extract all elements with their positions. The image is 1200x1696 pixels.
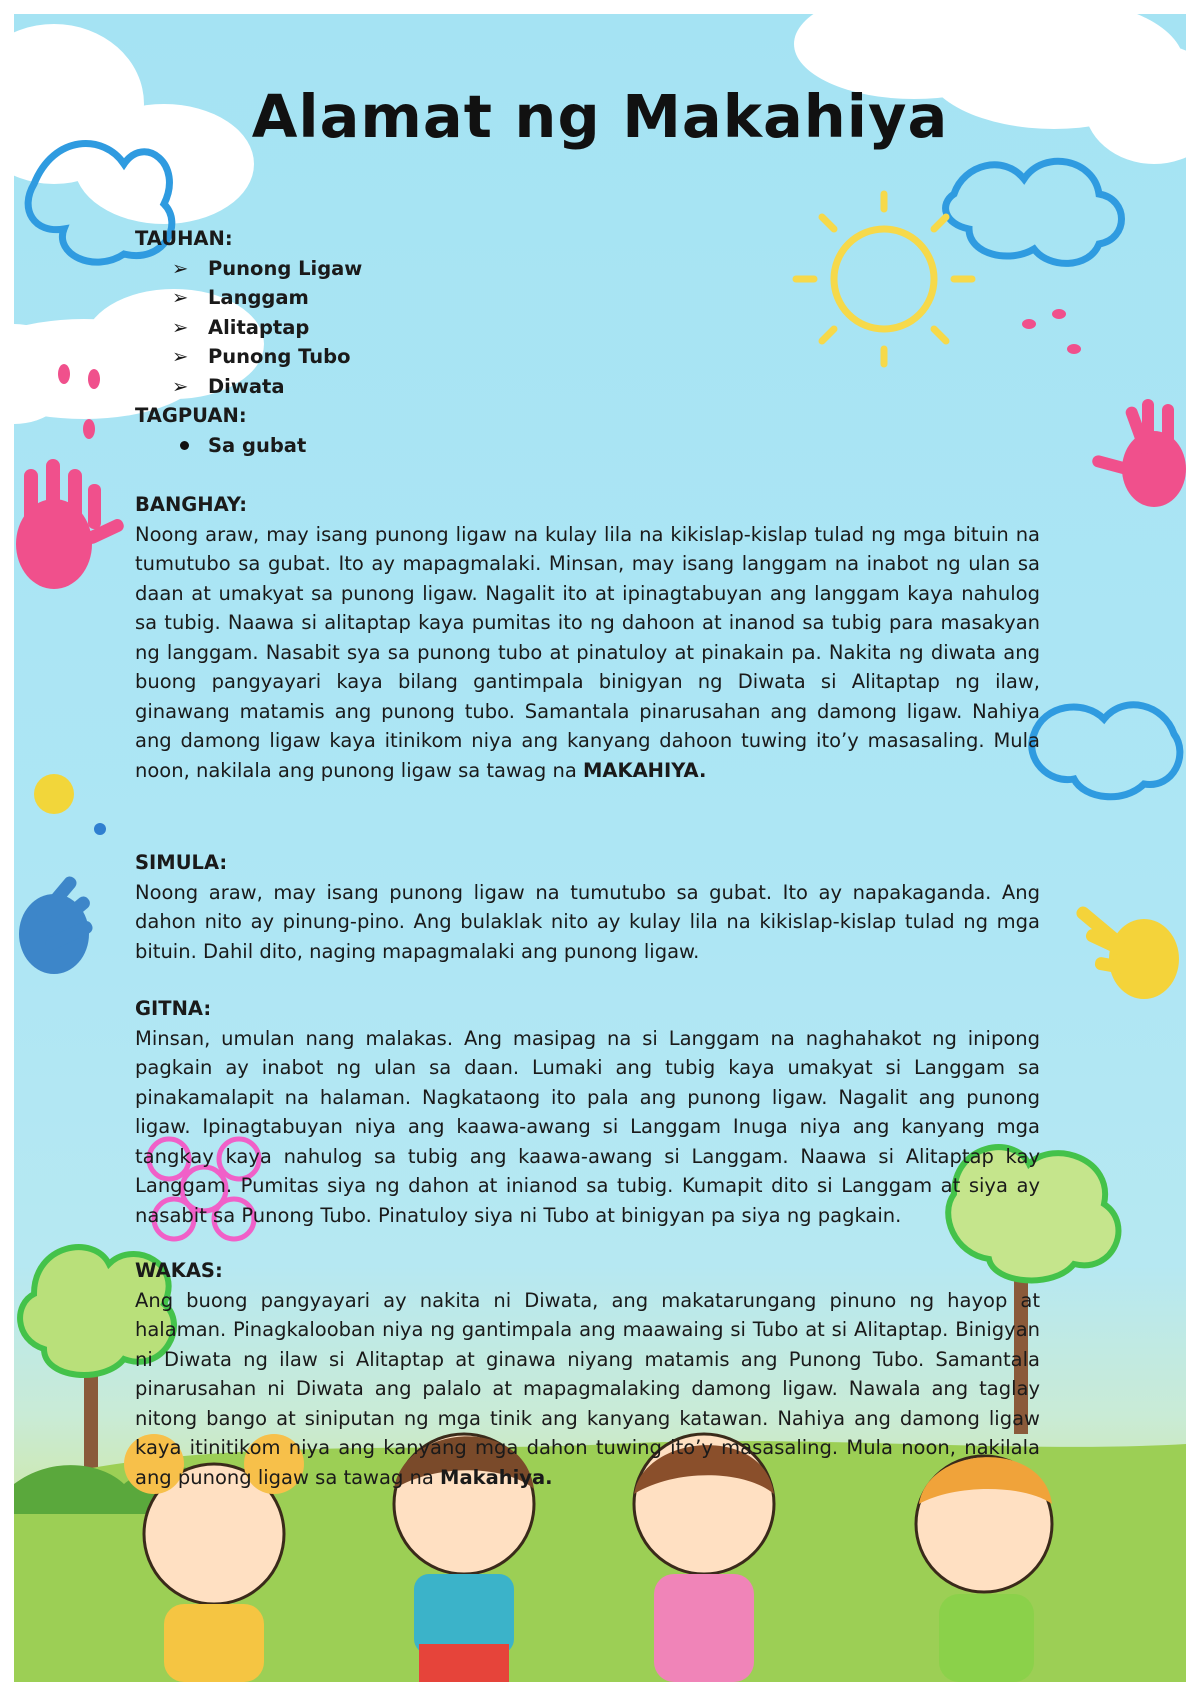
setting-item: Sa gubat (172, 431, 1040, 461)
banghay-emphasis: MAKAHIYA. (582, 758, 707, 782)
simula-section (135, 848, 1040, 966)
tagpuan-label: TAGPUAN: (135, 404, 247, 427)
arrow-bullet-icon: ➢ (172, 256, 189, 280)
arrow-bullet-icon: ➢ (172, 374, 189, 398)
character-item: ➢ Punong Ligaw (172, 254, 1040, 284)
document-title: Alamat ng Makahiya (251, 82, 949, 151)
dot-bullet-icon (180, 441, 189, 450)
banghay-label: BANGHAY: (135, 493, 248, 516)
character-item: ➢ Alitaptap (172, 313, 1040, 343)
simula-label: SIMULA: (135, 851, 228, 874)
gitna-label: GITNA: (135, 997, 212, 1020)
wakas-paragraph: Ang buong pangyayari ay nakita ni Diwata, ang makatarungang pinuno ng hayop at halaman. Pinagkalooban niya ng gantimpala ang maawaing si Tubo at si Alitaptap. Binigyan ni Diwata ng ilaw si Alitaptap at ginawa niyang matamis ang Punong Tubo. Samantala pinarusahan ni Diwata ang palalo at mapagmalaking damong ligaw. Nawala ang taglay nitong bango at siniputan ng mga tinik ang kanyang katawan. Nahiya ang damong ligaw kaya itinitikom niya ang kanyang mga dahon tuwing ito’y masasaling. Mula noon, nakilala ang punong ligaw sa tawag na Makahiya. (135, 1288, 1040, 1489)
arrow-bullet-icon: ➢ (172, 286, 189, 309)
arrow-bullet-icon: ➢ (172, 345, 189, 368)
banghay-paragraph: Noong araw, may isang punong ligaw na kulay lila na kikislap-kislap tulad ng mga bituin na tumutubo sa gubat. Ito ay mapagmalaki. Minsan, may isang langgam na inabot ng ulan sa daan at umakyat sa punong ligaw. Nagalit ito at ipinagtabuyan ang langgam kaya nahulog sa tubig. Naawa si alitaptap kaya pumitas ito ng dahoon at inanod sa tubig para masakyan ng langgam. Nasabit sya sa punong tubo at pinatuloy at pinakain pa. Nakita ng diwata ang buong pangyayari kaya bilang gantimpala binigyan ng Diwata si Alitaptap ng ilaw, ginawang matamis ang punong tubo. Samantala pinarusahan ang damong ligaw. Nahiya ang damong ligaw kaya itinikom niya ang kanyang dahoon tuwing ito’y masasaling. Mula noon, nakilala ang punong ligaw sa tawag na MAKAHIYA. (135, 522, 1040, 782)
character-item: ➢ Punong Tubo (172, 342, 1040, 372)
wakas-section (135, 1256, 1040, 1492)
tauhan-section (135, 224, 1040, 460)
character-list (135, 254, 1040, 402)
banghay-section (135, 490, 1040, 785)
wakas-emphasis: Makahiya. (440, 1465, 553, 1489)
setting-list (135, 431, 1040, 461)
gitna-paragraph: Minsan, umulan nang malakas. Ang masipag na si Langgam na naghahakot ng inipong pagkain ay inabot ng ulan sa daan. Lumaki ang tubig kaya umakyat si Langgam sa pinakamalapit na halaman. Nagkataong ito pala ang punong ligaw. Nagalit ang punong ligaw. Ipinagtabuyan niya ang kaawa-awang si Langgam Inuga niya ang kanyang mga tangkay kaya nahulog sa tubig ang kaawa-awang si Langgam. Naawa si Alitaptap kay Langgam. Pumitas siya ng dahon at inianod sa tubig. Kumapit dito si Langgam at siya ay nasabit sa Punong Tubo. Pinatuloy siya ni Tubo at binigyan pa siya ng pagkain. (135, 1026, 1040, 1227)
arrow-bullet-icon: ➢ (172, 315, 189, 339)
gitna-section (135, 994, 1040, 1230)
character-item: ➢ Langgam (172, 283, 1040, 313)
tauhan-label: TAUHAN: (135, 227, 233, 250)
character-item: ➢ Diwata (172, 372, 1040, 402)
simula-paragraph: Noong araw, may isang punong ligaw na tumutubo sa gubat. Ito ay napakaganda. Ang dahon nito ay pinung-pino. Ang bulaklak nito ay kulay lila na kikislap-kislap tulad ng mga bituin. Dahil dito, naging mapagmalaki ang punong ligaw. (135, 880, 1040, 963)
wakas-label: WAKAS: (135, 1259, 223, 1282)
